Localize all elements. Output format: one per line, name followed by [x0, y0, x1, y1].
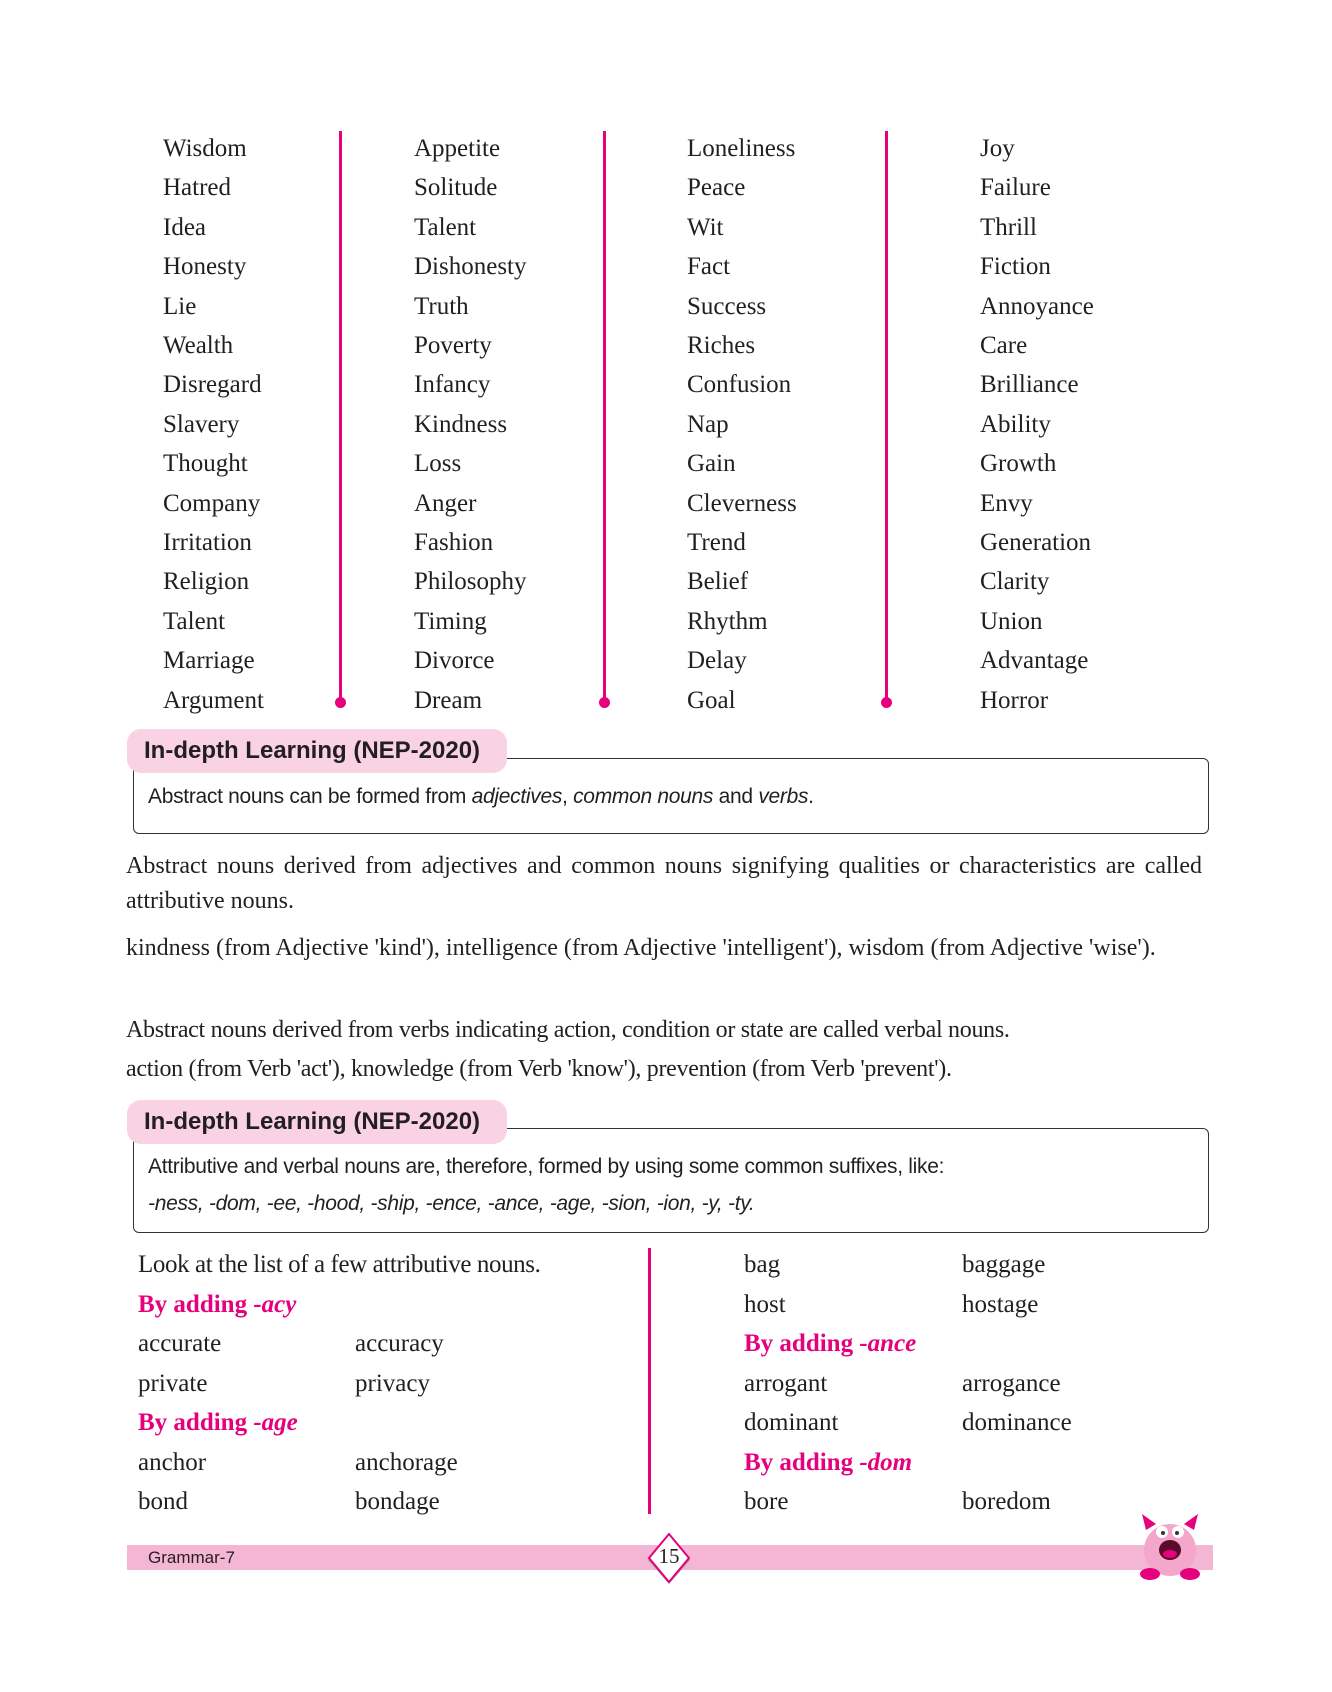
noun-word: Argument	[163, 686, 264, 714]
noun-word: Trend	[687, 529, 746, 556]
base-word: bag	[744, 1251, 781, 1278]
base-word: anchor	[138, 1448, 207, 1476]
derived-noun: hostage	[962, 1290, 1039, 1318]
heading-prefix: By adding	[138, 1409, 254, 1436]
noun-word: Solitude	[414, 174, 498, 202]
noun-word: Gain	[687, 450, 736, 478]
noun-word: Generation	[980, 529, 1092, 556]
base-word: private	[138, 1369, 208, 1397]
base-word: arrogant	[744, 1369, 828, 1397]
heading-suffix: -age	[253, 1409, 298, 1436]
heading-suffix: -ance	[859, 1330, 917, 1357]
derived-noun: arrogance	[962, 1369, 1061, 1397]
paragraph: Abstract nouns derived from adjectives and common nouns signifying qualities or characteristics are called attributive nouns.	[126, 853, 1202, 914]
base-word: host	[744, 1290, 786, 1318]
derived-noun: baggage	[962, 1251, 1046, 1278]
emphasis: adjectives	[471, 785, 563, 808]
derived-noun: accuracy	[355, 1330, 444, 1357]
paragraph: Abstract nouns derived from verbs indicating action, condition or state are called verbal nouns.	[126, 1017, 1010, 1043]
base-word: dominant	[744, 1409, 839, 1436]
noun-word: Dishonesty	[414, 253, 527, 281]
text: ,	[562, 785, 574, 808]
noun-word: Idea	[163, 213, 207, 241]
suffix-heading	[138, 1408, 298, 1438]
column-divider	[339, 131, 342, 703]
noun-word: Rhythm	[687, 607, 768, 635]
noun-word: Timing	[414, 607, 487, 635]
book-title: Grammar-7	[148, 1548, 235, 1567]
noun-word: Belief	[687, 568, 749, 596]
noun-word: Slavery	[163, 410, 240, 438]
section-intro: Look at the list of a few attributive nouns.	[138, 1251, 541, 1278]
divider-dot	[599, 697, 610, 708]
in-depth-learning-tab: In-depth Learning (NEP-2020)	[127, 1100, 507, 1144]
noun-word: Cleverness	[687, 489, 797, 517]
emphasis: common nouns	[573, 785, 714, 808]
noun-word: Wisdom	[163, 135, 247, 162]
noun-word: Fashion	[414, 529, 494, 556]
noun-word: Nap	[687, 410, 729, 438]
noun-word: Clarity	[980, 568, 1050, 596]
noun-word: Wit	[687, 213, 724, 241]
column-divider	[603, 131, 606, 703]
noun-word: Fiction	[980, 253, 1051, 281]
noun-word: Wealth	[163, 332, 234, 359]
page-number: 15	[658, 1544, 680, 1568]
page-number-badge	[646, 1533, 692, 1583]
noun-word: Delay	[687, 647, 747, 675]
derived-noun: boredom	[962, 1488, 1051, 1515]
noun-word: Talent	[414, 213, 477, 241]
noun-word: Kindness	[414, 410, 508, 438]
noun-word: Poverty	[414, 332, 492, 359]
base-word: bond	[138, 1488, 188, 1515]
heading-prefix: By adding	[744, 1330, 860, 1357]
suffix-heading	[138, 1290, 296, 1320]
noun-word: Envy	[980, 489, 1033, 517]
noun-word: Disregard	[163, 371, 262, 399]
noun-word: Company	[163, 489, 261, 517]
derived-noun: bondage	[355, 1488, 440, 1515]
suffix-list: -ness, -dom, -ee, -hood, -ship, -ence, -ance, -age, -sion, -ion, -y, -ty.	[148, 1192, 755, 1215]
noun-word: Divorce	[414, 647, 495, 675]
info-box-1-text	[148, 784, 814, 810]
noun-word: Thrill	[980, 213, 1037, 241]
heading-prefix: By adding	[744, 1448, 860, 1476]
in-depth-learning-tab: In-depth Learning (NEP-2020)	[127, 729, 507, 773]
paragraph: action (from Verb 'act'), knowledge (from Verb 'know'), prevention (from Verb 'prevent').	[126, 1056, 952, 1082]
noun-word: Riches	[687, 332, 756, 359]
noun-word: Thought	[163, 450, 248, 478]
noun-word: Goal	[687, 686, 736, 714]
noun-word: Failure	[980, 174, 1051, 202]
noun-word: Advantage	[980, 647, 1089, 675]
text: Abstract nouns can be formed from	[148, 785, 472, 808]
noun-word: Loneliness	[687, 135, 796, 162]
info-box-2-line: Attributive and verbal nouns are, therefore, formed by using some common suffixes, like:	[148, 1155, 945, 1178]
noun-word: Anger	[414, 489, 477, 517]
monster-mascot-icon	[1128, 1510, 1212, 1582]
emphasis: verbs	[758, 785, 809, 808]
suffix-heading	[744, 1448, 912, 1478]
noun-word: Horror	[980, 686, 1049, 714]
paragraph: kindness (from Adjective 'kind'), intelligence (from Adjective 'intelligent'), wisdom (from Adjective 'wise').	[126, 935, 1156, 961]
derived-noun: dominance	[962, 1409, 1072, 1436]
noun-word: Confusion	[687, 371, 792, 399]
derived-noun: privacy	[355, 1369, 430, 1397]
suffix-heading	[744, 1329, 916, 1359]
noun-word: Truth	[414, 292, 469, 320]
noun-word: Growth	[980, 450, 1057, 478]
noun-word: Union	[980, 607, 1043, 635]
noun-word: Honesty	[163, 253, 247, 281]
column-divider	[885, 131, 888, 703]
heading-prefix: By adding	[138, 1290, 254, 1318]
text: and	[713, 785, 759, 808]
noun-word: Hatred	[163, 174, 232, 202]
noun-word: Dream	[414, 686, 483, 714]
noun-word: Joy	[980, 135, 1015, 162]
text: .	[808, 785, 814, 808]
noun-word: Talent	[163, 607, 226, 635]
noun-word: Ability	[980, 410, 1051, 438]
noun-word: Care	[980, 332, 1028, 359]
noun-word: Infancy	[414, 371, 491, 399]
noun-word: Peace	[687, 174, 746, 202]
noun-word: Annoyance	[980, 292, 1094, 320]
heading-suffix: -dom	[859, 1448, 913, 1476]
base-word: accurate	[138, 1330, 222, 1357]
divider-dot	[335, 697, 346, 708]
noun-word: Appetite	[414, 135, 501, 162]
heading-suffix: -acy	[253, 1290, 297, 1318]
derived-noun: anchorage	[355, 1448, 458, 1476]
noun-word: Lie	[163, 292, 197, 320]
noun-word: Religion	[163, 568, 250, 596]
section-divider	[648, 1248, 651, 1514]
base-word: bore	[744, 1488, 789, 1515]
noun-word: Irritation	[163, 529, 252, 556]
noun-word: Fact	[687, 253, 731, 281]
noun-word: Brilliance	[980, 371, 1079, 399]
divider-dot	[881, 697, 892, 708]
noun-word: Success	[687, 292, 767, 320]
noun-word: Philosophy	[414, 568, 527, 596]
noun-word: Loss	[414, 450, 462, 478]
noun-word: Marriage	[163, 647, 255, 675]
